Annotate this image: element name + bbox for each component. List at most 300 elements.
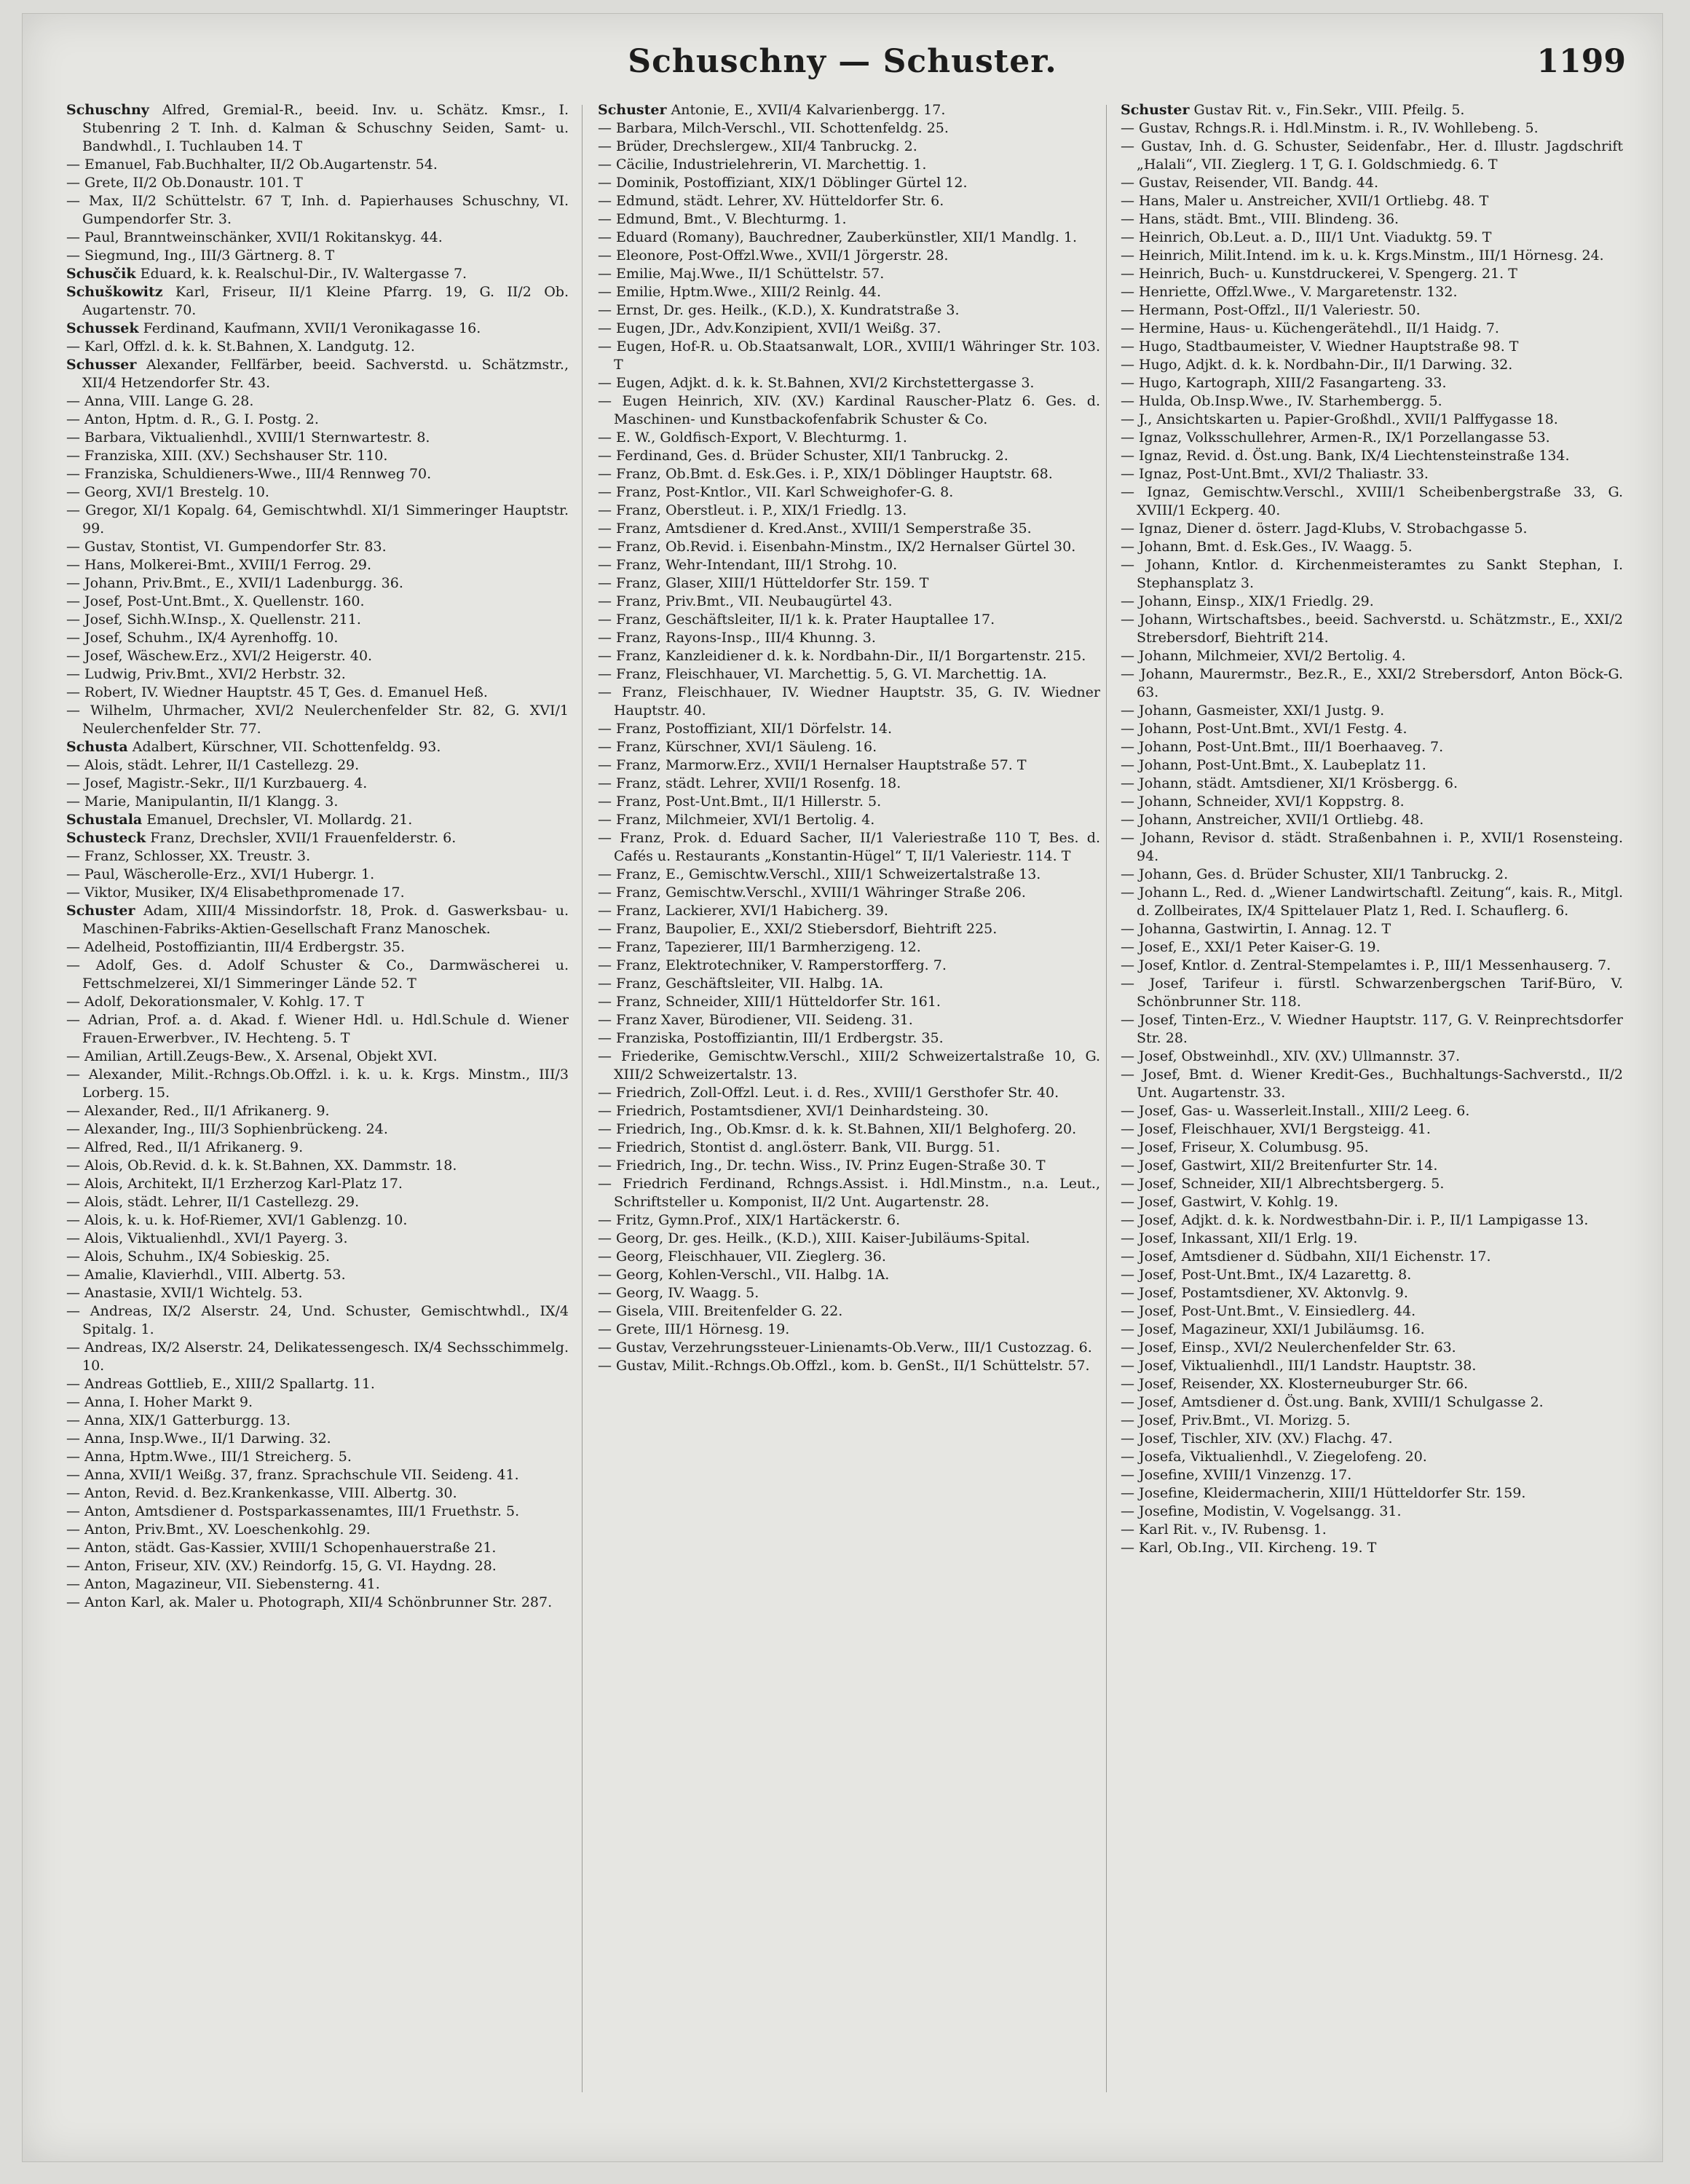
directory-entry: [66, 101, 569, 156]
entry-text: — Josef, Gastwirt, XII/2 Breitenfurter Str. 14.: [1121, 1158, 1438, 1174]
directory-entry: [598, 320, 1100, 338]
directory-entry: [66, 1484, 569, 1503]
entry-text: — Brüder, Drechslergew., XII/4 Tanbruckg. 2.: [598, 138, 917, 154]
directory-entry: [1121, 611, 1623, 647]
directory-entry: [1121, 1321, 1623, 1339]
directory-entry: [1121, 1539, 1623, 1557]
entry-text: — Siegmund, Ing., III/3 Gärtnerg. 8. T: [66, 248, 335, 264]
entry-text: Alfred, Gremial-R., beeid. Inv. u. Schätz. Kmsr., I. Stubenring 2 T. Inh. d. Kalman & Schuschny Seiden, Samt- u. Bandwhdl., I. Tuchlauben 14. T: [82, 102, 569, 154]
entry-text: — Friedrich, Ing., Dr. techn. Wiss., IV. Prinz Eugen-Straße 30. T: [598, 1158, 1046, 1174]
entry-text: — Anton, Priv.Bmt., XV. Loeschenkohlg. 29.: [66, 1522, 371, 1538]
directory-entry: [1121, 1284, 1623, 1302]
directory-entry: [1121, 756, 1623, 775]
entry-text: — Alexander, Ing., III/3 Sophienbrückeng. 24.: [66, 1121, 388, 1137]
directory-entry: [598, 447, 1100, 465]
directory-entry: [66, 884, 569, 902]
entry-text: — Alois, städt. Lehrer, II/1 Castellezg. 29.: [66, 1194, 360, 1210]
entry-text: — Josef, Fleischhauer, XVI/1 Bergsteigg. 41.: [1121, 1121, 1431, 1137]
entry-text: — Josef, Schuhm., IX/4 Ayrenhoffg. 10.: [66, 630, 339, 646]
entry-text: — Edmund, städt. Lehrer, XV. Hütteldorfer Str. 6.: [598, 193, 944, 209]
entry-text: — Josef, Adjkt. d. k. k. Nordwestbahn-Dir. i. P., II/1 Lampigasse 13.: [1121, 1212, 1589, 1228]
directory-entry: [66, 320, 569, 338]
directory-entry: [66, 1175, 569, 1193]
directory-entry: [1121, 775, 1623, 793]
entry-text: — Josef, Post-Unt.Bmt., X. Quellenstr. 160.: [66, 593, 365, 609]
directory-entry: [66, 447, 569, 465]
entry-text: — Franz, Fleischhauer, VI. Marchettig. 5, G. VI. Marchettig. 1A.: [598, 666, 1047, 682]
directory-entry: [66, 684, 569, 702]
directory-entry: [66, 156, 569, 174]
directory-entry: [598, 884, 1100, 902]
entry-text: Karl, Friseur, II/1 Kleine Pfarrg. 19, G. II/2 Ob. Augartenstr. 70.: [82, 284, 569, 318]
entry-text: — Alexander, Milit.-Rchngs.Ob.Offzl. i. k. u. k. Krgs. Minstm., III/3 Lorberg. 15.: [66, 1067, 569, 1101]
directory-entry: [598, 611, 1100, 629]
entry-text: — Franz, Ob.Bmt. d. Esk.Ges. i. P., XIX/1 Döblinger Hauptstr. 68.: [598, 466, 1053, 482]
entry-text: — Franz, Wehr-Intendant, III/1 Strohg. 10.: [598, 557, 898, 573]
directory-entry: [66, 665, 569, 684]
entry-text: — Johann, Ges. d. Brüder Schuster, XII/1 Tanbruckg. 2.: [1121, 866, 1509, 882]
entry-text: — Franz, Glaser, XIII/1 Hütteldorfer Str. 159. T: [598, 575, 929, 591]
entry-text: — Josef, Priv.Bmt., VI. Morizg. 5.: [1121, 1412, 1351, 1428]
entry-text: — Alois, Schuhm., IX/4 Sobieskig. 25.: [66, 1249, 330, 1265]
entry-surname: Schusta: [66, 739, 128, 755]
directory-entry: [66, 1375, 569, 1393]
directory-entry: [66, 1211, 569, 1230]
entry-text: — Ernst, Dr. ges. Heilk., (K.D.), X. Kundratstraße 3.: [598, 302, 960, 318]
directory-entry: [1121, 811, 1623, 829]
directory-entry: [66, 192, 569, 229]
entry-text: — Anna, Insp.Wwe., II/1 Darwing. 32.: [66, 1431, 331, 1447]
entry-text: Ferdinand, Kaufmann, XVII/1 Veronikagasse 16.: [143, 320, 481, 336]
directory-entry: [1121, 483, 1623, 520]
entry-text: — Adolf, Ges. d. Adolf Schuster & Co., Darmwäscherei u. Fettschmelzerei, XI/1 Simmeringer Lände 52. T: [66, 957, 569, 992]
entry-text: — Anton, Revid. d. Bez.Krankenkasse, VIII. Albertg. 30.: [66, 1485, 457, 1501]
directory-entry: [598, 502, 1100, 520]
directory-entry: [66, 1521, 569, 1539]
entry-text: — Andreas Gottlieb, E., XIII/2 Spallartg. 11.: [66, 1376, 375, 1392]
entry-text: — Hugo, Adjkt. d. k. k. Nordbahn-Dir., II/1 Darwing. 32.: [1121, 357, 1513, 373]
entry-text: — Friedrich, Stontist d. angl.österr. Bank, VII. Burgg. 51.: [598, 1139, 1000, 1155]
entry-text: — Franz, Post-Unt.Bmt., II/1 Hillerstr. 5.: [598, 794, 882, 810]
entry-text: — Franz, Kürschner, XVI/1 Säuleng. 16.: [598, 739, 877, 755]
entry-text: — Gustav, Verzehrungssteuer-Linienamts-Ob.Verw., III/1 Custozzag. 6.: [598, 1340, 1092, 1356]
entry-text: — Johann, Anstreicher, XVII/1 Ortliebg. 48.: [1121, 812, 1424, 828]
directory-entry: [598, 392, 1100, 429]
entry-text: — Franz, Rayons-Insp., III/4 Khunng. 3.: [598, 630, 876, 646]
directory-entry: [598, 684, 1100, 720]
directory-entry: [1121, 338, 1623, 356]
directory-entry: [1121, 1412, 1623, 1430]
directory-entry: [66, 229, 569, 247]
entry-text: — Josef, Bmt. d. Wiener Kredit-Ges., Buchhaltungs-Sachverstd., II/2 Unt. Augartenstr. 33.: [1121, 1067, 1623, 1101]
directory-entry: [66, 1393, 569, 1412]
directory-entry: [598, 738, 1100, 756]
directory-entry: [66, 465, 569, 483]
directory-entry: [598, 938, 1100, 957]
entry-text: Alexander, Fellfärber, beeid. Sachverstd. u. Schätzmstr., XII/4 Hetzendorfer Str. 43.: [82, 357, 569, 391]
entry-text: — Georg, XVI/1 Brestelg. 10.: [66, 484, 269, 500]
entry-text: — Ignaz, Diener d. österr. Jagd-Klubs, V. Strobachgasse 5.: [1121, 521, 1528, 537]
directory-entry: [598, 793, 1100, 811]
directory-entry: [1121, 1266, 1623, 1284]
entry-text: — Franz, Prok. d. Eduard Sacher, II/1 Valeriestraße 110 T, Bes. d. Cafés u. Restaurants „Konstantin-Hügel“ T, II/1 Valeriestr. 114. T: [598, 830, 1100, 864]
entry-text: — Josef, Kntlor. d. Zentral-Stempelamtes i. P., III/1 Messenhauserg. 7.: [1121, 957, 1611, 973]
entry-text: — Anna, Hptm.Wwe., III/1 Streicherg. 5.: [66, 1449, 352, 1465]
entry-text: — Franz Xaver, Bürodiener, VII. Seideng. 31.: [598, 1012, 913, 1028]
directory-entry: [598, 1157, 1100, 1175]
entry-text: — Anton, Magazineur, VII. Siebensterng. 41.: [66, 1576, 380, 1592]
directory-entry: [598, 338, 1100, 374]
entry-text: — Friedrich, Postamtsdiener, XVI/1 Deinhardsteing. 30.: [598, 1103, 989, 1119]
directory-entry: [598, 1084, 1100, 1102]
directory-entry: [66, 1048, 569, 1066]
directory-entry: [598, 374, 1100, 392]
directory-entry: [1121, 1393, 1623, 1412]
entry-text: — Karl, Ob.Ing., VII. Kircheng. 19. T: [1121, 1540, 1377, 1556]
directory-entry: [598, 210, 1100, 229]
directory-entry: [66, 283, 569, 320]
entry-text: — Eugen Heinrich, XIV. (XV.) Kardinal Rauscher-Platz 6. Ges. d. Maschinen- und Kunstbackofenfabrik Schuster & Co.: [598, 393, 1100, 427]
page-number: 1199: [1536, 43, 1626, 80]
directory-page: [22, 13, 1663, 2162]
page-header: [23, 43, 1662, 94]
entry-text: — Alfred, Red., II/1 Afrikanerg. 9.: [66, 1139, 304, 1155]
entry-text: — Gustav, Reisender, VII. Bandg. 44.: [1121, 175, 1379, 191]
directory-entry: [1121, 138, 1623, 174]
directory-entry: [598, 229, 1100, 247]
column-3: [1121, 101, 1623, 1557]
directory-entry: [598, 156, 1100, 174]
entry-text: — Johann, Post-Unt.Bmt., III/1 Boerhaaveg. 7.: [1121, 739, 1444, 755]
entry-text: — Anton, städt. Gas-Kassier, XVIII/1 Schopenhauerstraße 21.: [66, 1540, 497, 1556]
directory-entry: [66, 556, 569, 574]
entry-text: — Johann, Kntlor. d. Kirchenmeisteramtes zu Sankt Stephan, I. Stephansplatz 3.: [1121, 557, 1623, 591]
entry-text: — Josef, Gastwirt, V. Kohlg. 19.: [1121, 1194, 1338, 1210]
directory-entry: [598, 1230, 1100, 1248]
directory-entry: [1121, 374, 1623, 392]
entry-surname: Schuschny: [66, 102, 149, 118]
directory-entry: [598, 1302, 1100, 1321]
entry-text: — Gustav, Inh. d. G. Schuster, Seidenfabr., Her. d. Illustr. Jagdschrift „Halali“, VII. Zieglerg. 1 T, G. I. Goldschmiedg. 6. T: [1121, 138, 1623, 173]
entry-text: — Johann, Bmt. d. Esk.Ges., IV. Waagg. 5.: [1121, 539, 1413, 555]
entry-text: — Max, II/2 Schüttelstr. 67 T, Inh. d. Papierhauses Schuschny, VI. Gumpendorfer Str. 3.: [66, 193, 569, 227]
entry-text: — Grete, II/2 Ob.Donaustr. 101. T: [66, 175, 303, 191]
entry-text: — Andreas, IX/2 Alserstr. 24, Delikatessengesch. IX/4 Sechsschimmelg. 10.: [66, 1340, 569, 1374]
entry-text: — Franz, Postoffiziant, XII/1 Dörfelstr. 14.: [598, 721, 893, 737]
directory-entry: [1121, 957, 1623, 975]
directory-entry: [1121, 520, 1623, 538]
entry-surname: Schuster: [598, 102, 667, 118]
entry-text: — Paul, Wäscherolle-Erz., XVI/1 Hubergr. 1.: [66, 866, 375, 882]
directory-entry: [598, 1248, 1100, 1266]
entry-text: — Eugen, Adjkt. d. k. k. St.Bahnen, XVI/2 Kirchstettergasse 3.: [598, 375, 1035, 391]
directory-entry: [1121, 283, 1623, 301]
directory-entry: [598, 174, 1100, 192]
directory-entry: [66, 902, 569, 938]
entry-text: — Franz, E., Gemischtw.Verschl., XIII/1 Schweizertalstraße 13.: [598, 866, 1041, 882]
entry-text: — Alexander, Red., II/1 Afrikanerg. 9.: [66, 1103, 330, 1119]
directory-entry: [66, 1302, 569, 1339]
entry-text: — Heinrich, Ob.Leut. a. D., III/1 Unt. Viaduktg. 59. T: [1121, 229, 1492, 245]
entry-text: — Hans, Maler u. Anstreicher, XVII/1 Ortliebg. 48. T: [1121, 193, 1489, 209]
directory-entry: [1121, 1048, 1623, 1066]
entry-text: — Viktor, Musiker, IX/4 Elisabethpromenade 17.: [66, 885, 405, 901]
entry-text: — Josef, Inkassant, XII/1 Erlg. 19.: [1121, 1230, 1358, 1246]
directory-entry: [598, 1048, 1100, 1084]
directory-entry: [1121, 793, 1623, 811]
entry-text: — Johann, Priv.Bmt., E., XVII/1 Ladenburgg. 36.: [66, 575, 403, 591]
directory-entry: [598, 629, 1100, 647]
directory-entry: [66, 811, 569, 829]
entry-text: — Wilhelm, Uhrmacher, XVI/2 Neulerchenfelder Str. 82, G. XVI/1 Neulerchenfelder Str. 77.: [66, 703, 569, 737]
entry-text: — Gregor, XI/1 Kopalg. 64, Gemischtwhdl. XI/1 Simmeringer Hauptstr. 99.: [66, 502, 569, 537]
directory-entry: [1121, 1302, 1623, 1321]
directory-entry: [598, 1321, 1100, 1339]
entry-text: — Josef, Wäschew.Erz., XVI/2 Heigerstr. 40.: [66, 648, 373, 664]
directory-entry: [1121, 447, 1623, 465]
entry-text: — Johann, Maurermstr., Bez.R., E., XXI/2 Strebersdorf, Anton Böck-G. 63.: [1121, 666, 1623, 700]
entry-text: — Hermine, Haus- u. Küchengerätehdl., II/1 Haidg. 7.: [1121, 320, 1499, 336]
entry-text: — Karl, Offzl. d. k. k. St.Bahnen, X. Landgutg. 12.: [66, 339, 415, 355]
directory-entry: [598, 465, 1100, 483]
directory-entry: [1121, 975, 1623, 1011]
directory-entry: [66, 1139, 569, 1157]
directory-entry: [598, 574, 1100, 593]
directory-entry: [1121, 938, 1623, 957]
entry-text: — Dominik, Postoffiziant, XIX/1 Döblinger Gürtel 12.: [598, 175, 968, 191]
directory-entry: [1121, 1193, 1623, 1211]
entry-text: — Alois, k. u. k. Hof-Riemer, XVI/1 Gablenzg. 10.: [66, 1212, 408, 1228]
directory-entry: [66, 247, 569, 265]
entry-text: — Friedrich Ferdinand, Rchngs.Assist. i. Hdl.Minstm., n.a. Leut., Schriftsteller u. Komponist, II/2 Unt. Augartenstr. 28.: [598, 1176, 1100, 1210]
directory-entry: [66, 1557, 569, 1575]
entry-text: — Emanuel, Fab.Buchhalter, II/2 Ob.Augartenstr. 54.: [66, 157, 438, 173]
directory-entry: [1121, 1120, 1623, 1139]
entry-text: — Franz, Post-Kntlor., VII. Karl Schweighofer-G. 8.: [598, 484, 954, 500]
directory-entry: [66, 1266, 569, 1284]
entry-text: — Johann, städt. Amtsdiener, XI/1 Krösbergg. 6.: [1121, 775, 1458, 791]
entry-text: — Anton, Amtsdiener d. Postsparkassenamtes, III/1 Fruethstr. 5.: [66, 1503, 520, 1519]
directory-entry: [1121, 229, 1623, 247]
directory-entry: [1121, 702, 1623, 720]
directory-entry: [598, 593, 1100, 611]
directory-entry: [1121, 1011, 1623, 1048]
directory-entry: [598, 483, 1100, 502]
directory-entry: [1121, 1102, 1623, 1120]
entry-surname: Schusser: [66, 357, 137, 373]
directory-entry: [1121, 829, 1623, 866]
entry-text: — Johann, Gasmeister, XXI/1 Justg. 9.: [1121, 703, 1385, 719]
entry-text: — Josefa, Viktualienhdl., V. Ziegelofeng. 20.: [1121, 1449, 1427, 1465]
directory-entry: [66, 574, 569, 593]
directory-entry: [66, 866, 569, 884]
entry-text: — Gustav, Rchngs.R. i. Hdl.Minstm. i. R., IV. Wohllebeng. 5.: [1121, 120, 1539, 136]
directory-entry: [598, 1139, 1100, 1157]
entry-text: Emanuel, Drechsler, VI. Mollardg. 21.: [146, 812, 413, 828]
directory-entry: [598, 556, 1100, 574]
entry-surname: Schusčik: [66, 266, 136, 282]
entry-text: — Hugo, Stadtbaumeister, V. Wiedner Hauptstraße 98. T: [1121, 339, 1519, 355]
entry-text: — Franziska, Schuldieners-Wwe., III/4 Rennweg 70.: [66, 466, 432, 482]
entry-text: — Anton Karl, ak. Maler u. Photograph, XII/4 Schönbrunner Str. 287.: [66, 1594, 553, 1610]
entry-text: — Josef, Sichh.W.Insp., X. Quellenstr. 211.: [66, 612, 361, 628]
entry-text: — Friedrich, Zoll-Offzl. Leut. i. d. Res., XVIII/1 Gersthofer Str. 40.: [598, 1085, 1059, 1101]
entry-text: — Hugo, Kartograph, XIII/2 Fasangarteng. 33.: [1121, 375, 1447, 391]
entry-text: — Franz, Milchmeier, XVI/1 Bertolig. 4.: [598, 812, 875, 828]
entry-text: — Eduard (Romany), Bauchredner, Zauberkünstler, XII/1 Mandlg. 1.: [598, 229, 1078, 245]
directory-entry: [598, 902, 1100, 920]
entry-text: — Josef, Friseur, X. Columbusg. 95.: [1121, 1139, 1369, 1155]
entry-text: — Josefine, Modistin, V. Vogelsangg. 31.: [1121, 1503, 1402, 1519]
entry-text: — Ludwig, Priv.Bmt., XVI/2 Herbstr. 32.: [66, 666, 346, 682]
directory-entry: [66, 1066, 569, 1102]
entry-text: — Friederike, Gemischtw.Verschl., XIII/2 Schweizertalstraße 10, G. XIII/2 Schweizertalstr. 13.: [598, 1048, 1100, 1083]
entry-text: Antonie, E., XVII/4 Kalvarienbergg. 17.: [671, 102, 946, 118]
entry-text: — Josef, Amtsdiener d. Öst.ung. Bank, XVIII/1 Schulgasse 2.: [1121, 1394, 1544, 1410]
directory-entry: [1121, 1139, 1623, 1157]
directory-entry: [66, 338, 569, 356]
directory-entry: [1121, 1448, 1623, 1466]
directory-entry: [66, 1157, 569, 1175]
entry-text: — Josef, Reisender, XX. Klosterneuburger Str. 66.: [1121, 1376, 1469, 1392]
directory-entry: [1121, 1430, 1623, 1448]
directory-entry: [1121, 1503, 1623, 1521]
entry-text: — Emilie, Hptm.Wwe., XIII/2 Reinlg. 44.: [598, 284, 882, 300]
entry-text: — J., Ansichtskarten u. Papier-Großhdl., XVII/1 Palffygasse 18.: [1121, 411, 1558, 427]
entry-text: — Adelheid, Postoffiziantin, III/4 Erdbergstr. 35.: [66, 939, 406, 955]
entry-text: — Josef, Tischler, XIV. (XV.) Flachg. 47.: [1121, 1431, 1393, 1447]
entry-text: — Adolf, Dekorationsmaler, V. Kohlg. 17. T: [66, 994, 364, 1010]
entry-text: — Ignaz, Revid. d. Öst.ung. Bank, IX/4 Liechtensteinstraße 134.: [1121, 448, 1570, 464]
directory-entry: [598, 720, 1100, 738]
entry-text: — Anna, I. Hoher Markt 9.: [66, 1394, 253, 1410]
directory-entry: [1121, 1521, 1623, 1539]
entry-text: — Georg, Kohlen-Verschl., VII. Halbg. 1A.: [598, 1267, 890, 1283]
directory-entry: [66, 938, 569, 957]
entry-text: — Johann, Schneider, XVI/1 Koppstrg. 8.: [1121, 794, 1405, 810]
entry-text: — Franz, Baupolier, E., XXI/2 Stiebersdorf, Biehtrift 225.: [598, 921, 998, 937]
entry-text: — Emilie, Maj.Wwe., II/1 Schüttelstr. 57.: [598, 266, 885, 282]
directory-entry: [598, 1120, 1100, 1139]
entry-text: — Franz, Kanzleidiener d. k. k. Nordbahn-Dir., II/1 Borgartenstr. 215.: [598, 648, 1086, 664]
directory-entry: [66, 1120, 569, 1139]
entry-text: — Johann, Wirtschaftsbes., beeid. Sachverstd. u. Schätzmstr., E., XXI/2 Strebersdorf, Biehtrift 214.: [1121, 612, 1623, 646]
entry-text: — Grete, III/1 Hörnesg. 19.: [598, 1321, 790, 1337]
column-divider: [1106, 105, 1107, 2092]
directory-entry: [598, 1175, 1100, 1211]
directory-entry: [1121, 247, 1623, 265]
directory-entry: [66, 483, 569, 502]
entry-text: — Anton, Friseur, XIV. (XV.) Reindorfg. 15, G. VI. Haydng. 28.: [66, 1558, 497, 1574]
directory-entry: [1121, 1230, 1623, 1248]
directory-entry: [66, 1430, 569, 1448]
entry-text: — Cäcilie, Industrielehrerin, VI. Marchettig. 1.: [598, 157, 927, 173]
directory-entry: [66, 847, 569, 866]
directory-entry: [66, 1011, 569, 1048]
entry-text: — Josef, Magazineur, XXI/1 Jubiläumsg. 16.: [1121, 1321, 1425, 1337]
directory-entry: [1121, 1157, 1623, 1175]
entry-text: — Johann, Post-Unt.Bmt., XVI/1 Festg. 4.: [1121, 721, 1407, 737]
entry-text: — Hans, städt. Bmt., VIII. Blindeng. 36.: [1121, 211, 1399, 227]
entry-text: — Gustav, Stontist, VI. Gumpendorfer Str. 83.: [66, 539, 387, 555]
entry-text: — Eugen, Hof-R. u. Ob.Staatsanwalt, LOR., XVIII/1 Währinger Str. 103. T: [598, 339, 1100, 373]
entry-text: — Anna, XVII/1 Weißg. 37, franz. Sprachschule VII. Seideng. 41.: [66, 1467, 519, 1483]
directory-entry: [1121, 665, 1623, 702]
directory-entry: [598, 538, 1100, 556]
directory-entry: [66, 829, 569, 847]
directory-entry: [66, 1284, 569, 1302]
entry-text: — Franz, Ob.Revid. i. Eisenbahn-Minstm., IX/2 Hernalser Gürtel 30.: [598, 539, 1076, 555]
entry-text: — Josef, Einsp., XVI/2 Neulerchenfelder Str. 63.: [1121, 1340, 1456, 1356]
directory-entry: [598, 920, 1100, 938]
directory-entry: [66, 429, 569, 447]
entry-text: — Gisela, VIII. Breitenfelder G. 22.: [598, 1303, 843, 1319]
column-2: [598, 101, 1100, 1375]
entry-text: — Barbara, Viktualienhdl., XVIII/1 Sternwartestr. 8.: [66, 430, 430, 446]
directory-entry: [66, 611, 569, 629]
entry-text: — Franz, Geschäftsleiter, II/1 k. k. Prater Hauptallee 17.: [598, 612, 995, 628]
directory-entry: [1121, 738, 1623, 756]
directory-entry: [66, 593, 569, 611]
entry-text: — Ferdinand, Ges. d. Brüder Schuster, XII/1 Tanbruckg. 2.: [598, 448, 1008, 464]
directory-entry: [1121, 465, 1623, 483]
entry-text: — Anton, Hptm. d. R., G. I. Postg. 2.: [66, 411, 319, 427]
directory-entry: [66, 793, 569, 811]
entry-text: — Ignaz, Gemischtw.Verschl., XVIII/1 Scheibenbergstraße 33, G. XVIII/1 Eckperg. 40.: [1121, 484, 1623, 518]
directory-entry: [1121, 192, 1623, 210]
directory-entry: [1121, 429, 1623, 447]
entry-text: — Franz, Amtsdiener d. Kred.Anst., XVIII/1 Semperstraße 35.: [598, 521, 1032, 537]
entry-text: — Josef, E., XXI/1 Peter Kaiser-G. 19.: [1121, 939, 1381, 955]
entry-text: Eduard, k. k. Realschul-Dir., IV. Waltergasse 7.: [140, 266, 467, 282]
directory-entry: [66, 1466, 569, 1484]
directory-entry: [1121, 538, 1623, 556]
entry-text: Franz, Drechsler, XVII/1 Frauenfelderstr. 6.: [150, 830, 457, 846]
directory-entry: [598, 520, 1100, 538]
entry-text: — Barbara, Milch-Verschl., VII. Schottenfeldg. 25.: [598, 120, 949, 136]
entry-text: — Franziska, XIII. (XV.) Sechshauser Str. 110.: [66, 448, 388, 464]
entry-text: — Alois, Viktualienhdl., XVI/1 Payerg. 3.: [66, 1230, 348, 1246]
directory-entry: [598, 866, 1100, 884]
directory-entry: [66, 756, 569, 775]
entry-text: — Anastasie, XVII/1 Wichtelg. 53.: [66, 1285, 303, 1301]
directory-entry: [1121, 301, 1623, 320]
entry-text: — Alois, städt. Lehrer, II/1 Castellezg. 29.: [66, 757, 360, 773]
directory-entry: [1121, 866, 1623, 884]
directory-entry: [66, 1575, 569, 1594]
entry-text: — Adrian, Prof. a. d. Akad. f. Wiener Hdl. u. Hdl.Schule d. Wiener Frauen-Erwerbver., IV. Hechteng. 5. T: [66, 1012, 569, 1046]
entry-text: — Fritz, Gymn.Prof., XIX/1 Hartäckerstr. 6.: [598, 1212, 901, 1228]
entry-text: — Ignaz, Volksschullehrer, Armen-R., IX/1 Porzellangasse 53.: [1121, 430, 1550, 446]
directory-entry: [1121, 647, 1623, 665]
directory-entry: [1121, 720, 1623, 738]
entry-text: Gustav Rit. v., Fin.Sekr., VIII. Pfeilg. 5.: [1193, 102, 1465, 118]
column-divider: [582, 105, 583, 2092]
directory-entry: [66, 1412, 569, 1430]
entry-text: — Anna, XIX/1 Gatterburgg. 13.: [66, 1412, 291, 1428]
directory-entry: [1121, 884, 1623, 920]
entry-text: — Josef, Obstweinhdl., XIV. (XV.) Ullmannstr. 37.: [1121, 1048, 1461, 1064]
entry-text: — E. W., Goldfisch-Export, V. Blechturmg. 1.: [598, 430, 907, 446]
directory-entry: [1121, 210, 1623, 229]
directory-entry: [1121, 119, 1623, 138]
entry-text: — Franz, Marmorw.Erz., XVII/1 Hernalser Hauptstraße 57. T: [598, 757, 1027, 773]
entry-text: — Franz, Geschäftsleiter, VII. Halbg. 1A.: [598, 976, 884, 992]
directory-entry: [66, 1539, 569, 1557]
entry-text: — Andreas, IX/2 Alserstr. 24, Und. Schuster, Gemischtwhdl., IX/4 Spitalg. 1.: [66, 1303, 569, 1337]
entry-surname: Schustala: [66, 812, 143, 828]
directory-entry: [598, 811, 1100, 829]
